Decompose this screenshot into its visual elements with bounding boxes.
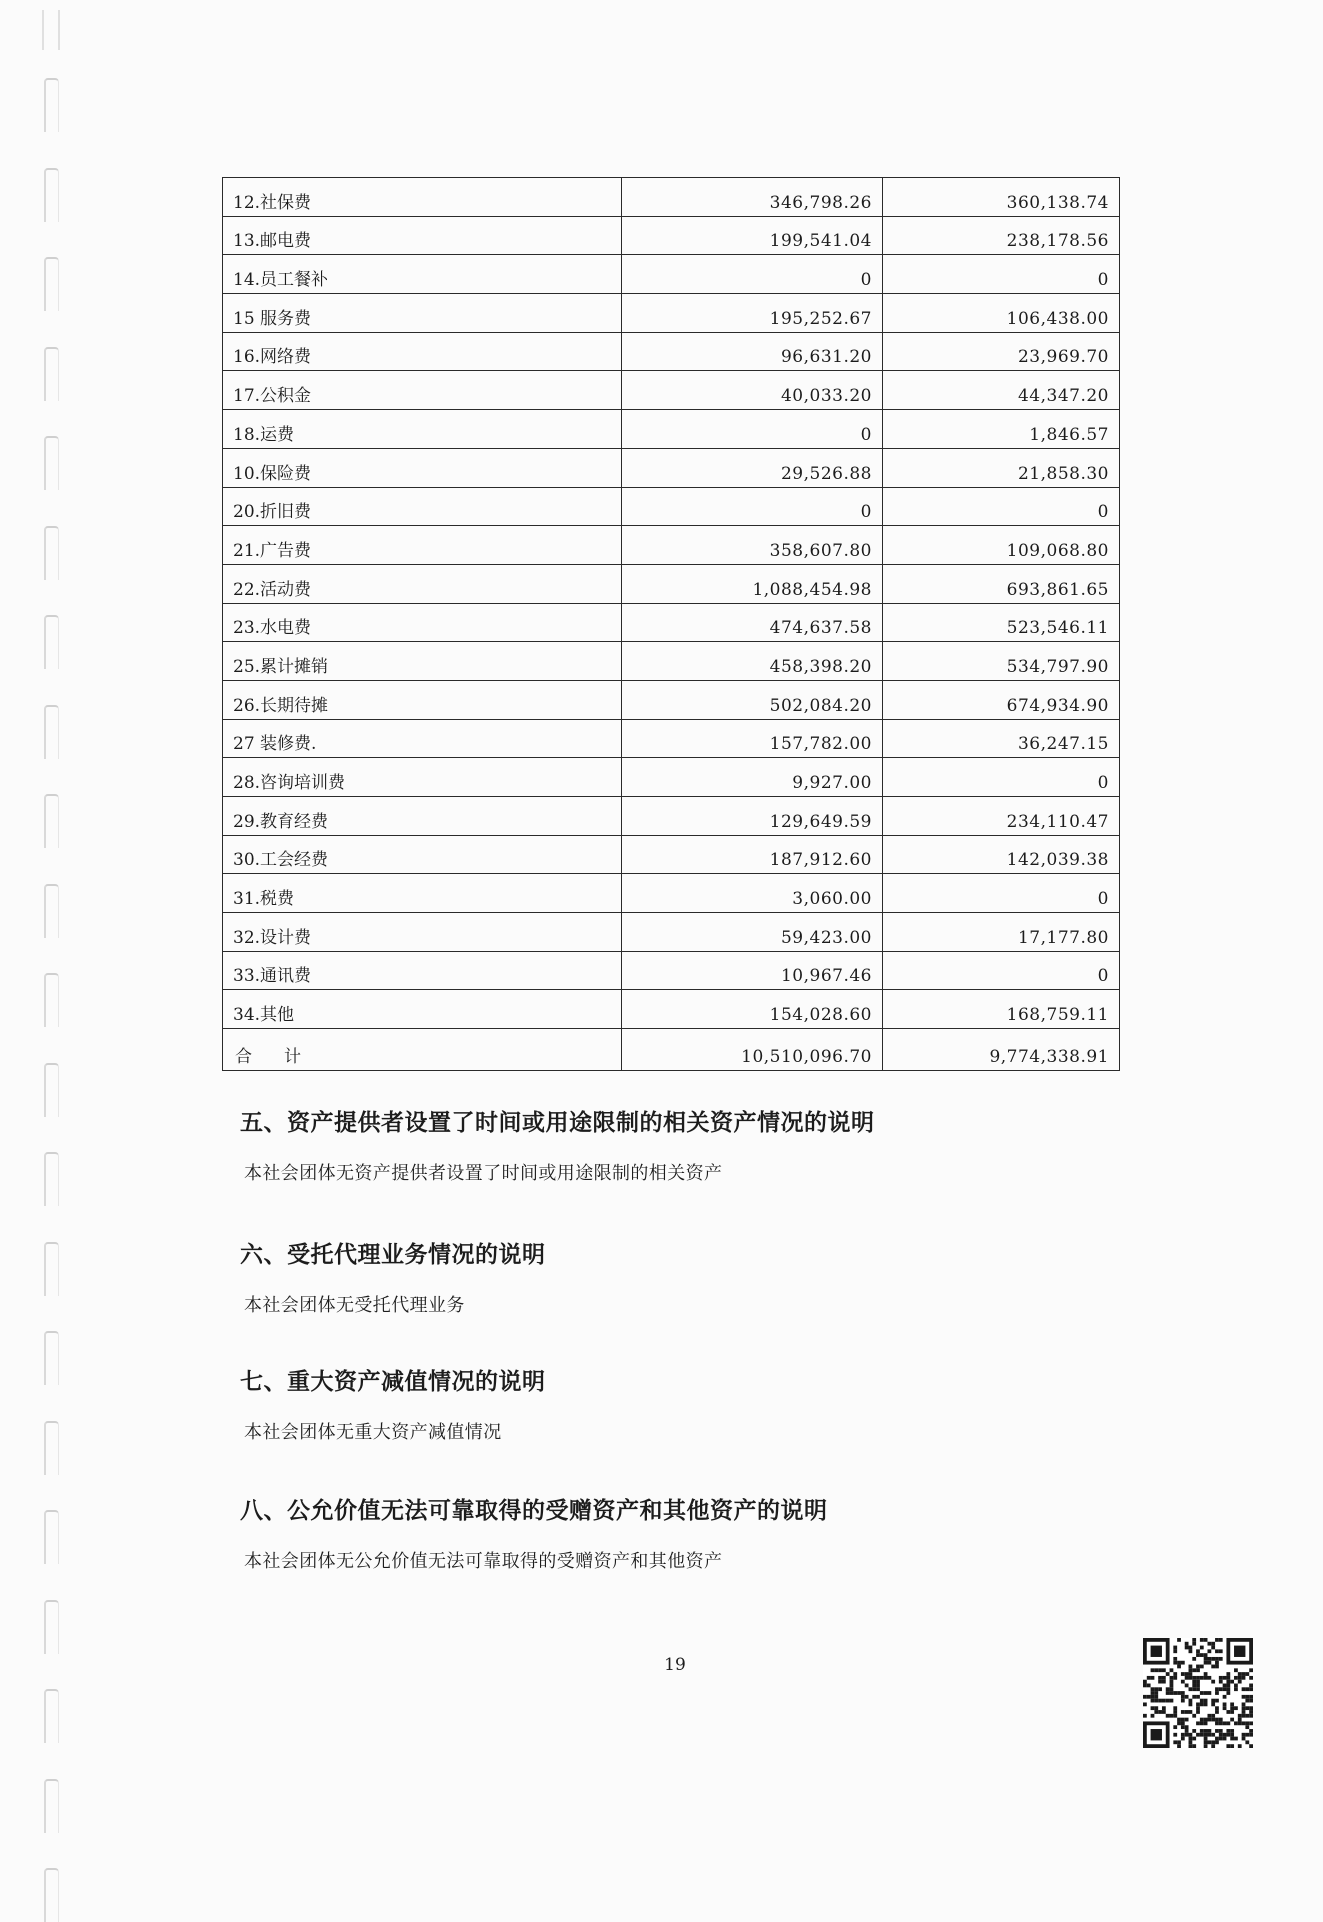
expense-item-name: 26.长期待摊 <box>223 680 622 719</box>
binder-hole-icon <box>44 1600 59 1654</box>
binder-hole-icon <box>44 1689 59 1743</box>
section-donated-assets <box>240 1492 1140 1573</box>
section-entrusted-agency <box>240 1236 1140 1317</box>
table-row <box>223 719 1120 758</box>
table-row <box>223 410 1120 449</box>
current-year-amount: 346,798.26 <box>622 178 883 217</box>
table-row <box>223 332 1120 371</box>
previous-year-amount: 534,797.90 <box>883 642 1120 681</box>
binder-hole-icon <box>44 615 59 669</box>
current-year-amount: 502,084.20 <box>622 680 883 719</box>
table-row <box>223 874 1120 913</box>
binder-hole-icon <box>44 973 59 1027</box>
table-row <box>223 371 1120 410</box>
table-row <box>223 448 1120 487</box>
expense-item-name: 18.运费 <box>223 410 622 449</box>
binder-holes <box>36 0 66 1870</box>
expense-item-name: 34.其他 <box>223 990 622 1029</box>
current-year-amount: 29,526.88 <box>622 448 883 487</box>
previous-year-amount: 142,039.38 <box>883 835 1120 874</box>
table-row <box>223 216 1120 255</box>
binder-hole-icon <box>44 436 59 490</box>
binder-hole-icon <box>44 1421 59 1475</box>
section-heading: 八、公允价值无法可靠取得的受赠资产和其他资产的说明 <box>240 1498 828 1524</box>
table-total-row <box>223 1029 1120 1071</box>
binder-hole-icon <box>44 1510 59 1564</box>
table-row <box>223 178 1120 217</box>
current-year-amount: 474,637.58 <box>622 603 883 642</box>
section-body: 本社会团体无受托代理业务 <box>244 1295 465 1316</box>
previous-year-amount: 0 <box>883 758 1120 797</box>
previous-year-amount: 0 <box>883 951 1120 990</box>
binder-hole-icon <box>44 794 59 848</box>
binder-hole-icon <box>44 1152 59 1206</box>
previous-year-amount: 523,546.11 <box>883 603 1120 642</box>
table-row <box>223 797 1120 836</box>
table-row <box>223 487 1120 526</box>
current-year-amount: 0 <box>622 487 883 526</box>
expense-item-name: 21.广告费 <box>223 526 622 565</box>
expense-table <box>222 177 1120 1071</box>
current-year-amount: 187,912.60 <box>622 835 883 874</box>
current-year-amount: 0 <box>622 255 883 294</box>
previous-year-amount: 106,438.00 <box>883 294 1120 333</box>
binder-hole-icon <box>44 526 59 580</box>
total-previous-amount: 9,774,338.91 <box>883 1029 1120 1071</box>
expense-item-name: 29.教育经费 <box>223 797 622 836</box>
table-row <box>223 642 1120 681</box>
table-row <box>223 758 1120 797</box>
previous-year-amount: 693,861.65 <box>883 564 1120 603</box>
previous-year-amount: 21,858.30 <box>883 448 1120 487</box>
previous-year-amount: 360,138.74 <box>883 178 1120 217</box>
total-current-amount: 10,510,096.70 <box>622 1029 883 1071</box>
current-year-amount: 0 <box>622 410 883 449</box>
current-year-amount: 96,631.20 <box>622 332 883 371</box>
table-row <box>223 835 1120 874</box>
section-body: 本社会团体无公允价值无法可靠取得的受赠资产和其他资产 <box>244 1551 723 1572</box>
previous-year-amount: 234,110.47 <box>883 797 1120 836</box>
previous-year-amount: 0 <box>883 487 1120 526</box>
section-body: 本社会团体无资产提供者设置了时间或用途限制的相关资产 <box>244 1163 723 1184</box>
binder-hole-icon <box>44 257 59 311</box>
expense-item-name: 25.累计摊销 <box>223 642 622 681</box>
current-year-amount: 358,607.80 <box>622 526 883 565</box>
current-year-amount: 129,649.59 <box>622 797 883 836</box>
current-year-amount: 10,967.46 <box>622 951 883 990</box>
expense-item-name: 27 装修费. <box>223 719 622 758</box>
total-label: 合计 <box>223 1029 622 1071</box>
previous-year-amount: 23,969.70 <box>883 332 1120 371</box>
previous-year-amount: 17,177.80 <box>883 913 1120 952</box>
table-row <box>223 603 1120 642</box>
table-row <box>223 990 1120 1029</box>
previous-year-amount: 238,178.56 <box>883 216 1120 255</box>
expense-item-name: 32.设计费 <box>223 913 622 952</box>
current-year-amount: 157,782.00 <box>622 719 883 758</box>
binder-hole-icon <box>44 168 59 222</box>
expense-item-name: 33.通讯费 <box>223 951 622 990</box>
table-row <box>223 564 1120 603</box>
previous-year-amount: 0 <box>883 874 1120 913</box>
binder-hole-icon <box>44 347 59 401</box>
expense-item-name: 13.邮电费 <box>223 216 622 255</box>
binder-hole-icon <box>44 1063 59 1117</box>
table-row <box>223 294 1120 333</box>
expense-item-name: 17.公积金 <box>223 371 622 410</box>
expense-item-name: 14.员工餐补 <box>223 255 622 294</box>
expense-item-name: 20.折旧费 <box>223 487 622 526</box>
previous-year-amount: 1,846.57 <box>883 410 1120 449</box>
section-heading: 六、受托代理业务情况的说明 <box>240 1242 546 1268</box>
expense-item-name: 31.税费 <box>223 874 622 913</box>
table-row <box>223 951 1120 990</box>
expense-table-body <box>223 178 1120 1071</box>
binder-hole-icon <box>44 705 59 759</box>
table-row <box>223 680 1120 719</box>
section-impairment <box>240 1363 1140 1444</box>
expense-item-name: 22.活动费 <box>223 564 622 603</box>
binder-hole-icon <box>44 884 59 938</box>
table-row <box>223 913 1120 952</box>
table-row <box>223 255 1120 294</box>
binder-hole-icon <box>44 1779 59 1833</box>
expense-item-name: 16.网络费 <box>223 332 622 371</box>
previous-year-amount: 0 <box>883 255 1120 294</box>
binder-hole-icon <box>44 1331 59 1385</box>
section-restricted-assets <box>240 1104 1140 1185</box>
current-year-amount: 1,088,454.98 <box>622 564 883 603</box>
expense-item-name: 23.水电费 <box>223 603 622 642</box>
qr-code-icon <box>1143 1638 1253 1748</box>
previous-year-amount: 109,068.80 <box>883 526 1120 565</box>
binder-hole-icon <box>44 78 59 132</box>
previous-year-amount: 44,347.20 <box>883 371 1120 410</box>
binder-hole-icon <box>44 1868 59 1922</box>
expense-item-name: 10.保险费 <box>223 448 622 487</box>
current-year-amount: 40,033.20 <box>622 371 883 410</box>
previous-year-amount: 674,934.90 <box>883 680 1120 719</box>
expense-item-name: 30.工会经费 <box>223 835 622 874</box>
expense-item-name: 12.社保费 <box>223 178 622 217</box>
current-year-amount: 9,927.00 <box>622 758 883 797</box>
current-year-amount: 195,252.67 <box>622 294 883 333</box>
current-year-amount: 154,028.60 <box>622 990 883 1029</box>
current-year-amount: 458,398.20 <box>622 642 883 681</box>
expense-item-name: 28.咨询培训费 <box>223 758 622 797</box>
page-number: 19 <box>664 1655 686 1675</box>
section-heading: 五、资产提供者设置了时间或用途限制的相关资产情况的说明 <box>240 1110 875 1136</box>
table-row <box>223 526 1120 565</box>
expense-item-name: 15 服务费 <box>223 294 622 333</box>
current-year-amount: 3,060.00 <box>622 874 883 913</box>
previous-year-amount: 168,759.11 <box>883 990 1120 1029</box>
section-heading: 七、重大资产减值情况的说明 <box>240 1369 546 1395</box>
binder-hole-icon <box>44 1242 59 1296</box>
current-year-amount: 199,541.04 <box>622 216 883 255</box>
section-body: 本社会团体无重大资产减值情况 <box>244 1422 502 1443</box>
current-year-amount: 59,423.00 <box>622 913 883 952</box>
previous-year-amount: 36,247.15 <box>883 719 1120 758</box>
